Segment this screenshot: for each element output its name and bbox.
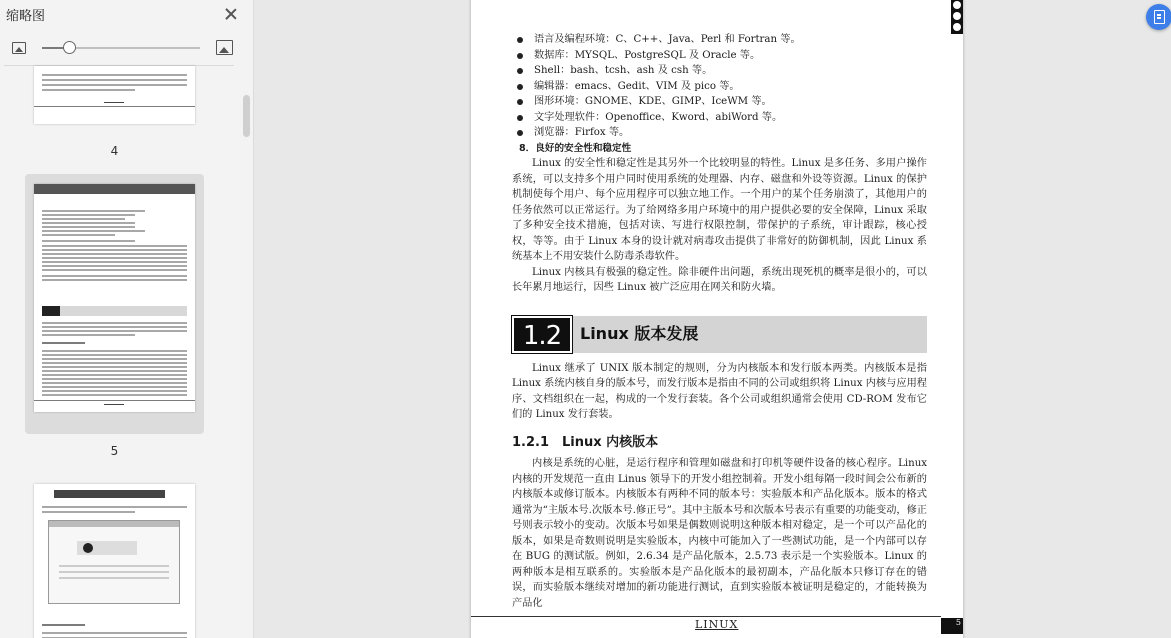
list-item: 文字处理软件：Openoffice、Kword、abiWord 等。 (512, 110, 927, 126)
thumbnail-size-slider[interactable] (42, 47, 200, 49)
subsection-title: 1.2.1 Linux 内核版本 (512, 434, 659, 450)
list-item: 编辑器：emacs、Gedit、VIM 及 pico 等。 (512, 79, 927, 95)
list-item: 数据库：MYSQL、PostgreSQL 及 Oracle 等。 (512, 48, 927, 64)
close-icon[interactable] (223, 6, 239, 22)
thumbnail-page-6[interactable] (25, 474, 204, 638)
slider-handle[interactable] (63, 41, 76, 54)
list-item: 语言及编程环境：C、C++、Java、Perl 和 Fortran 等。 (512, 32, 927, 48)
subheading: 8．良好的安全性和稳定性 (519, 142, 632, 154)
list-item: 浏览器：Firfox 等。 (512, 125, 927, 141)
footer-rule (471, 616, 941, 617)
page-content (512, 32, 927, 611)
chapter-edge-tab (951, 0, 963, 34)
paragraph: Linux 内核具有极强的稳定性。除非硬件出问题，系统出现死机的概率是很小的，可以长年累月地运行，因些 Linux 被广泛应用在网关和防火墙。 (512, 266, 927, 293)
section-heading (512, 316, 927, 353)
thumbnail-page-number: 5 (110, 444, 119, 458)
document-viewer (255, 0, 1171, 638)
thumbnail-page-5[interactable] (25, 174, 204, 434)
paragraph: Linux 的安全性和稳定性是其另外一个比较明显的特性。Linux 是多任务、多用户操作系统，可以支持多个用户同时使用系统的处理器、内存、磁盘和外设等资源。Linux 的保护机制使每个用户、每个应用程序可以独立地工作。一个用户的某个任务崩溃了，其他用户的任务依然可以正常运行。为了给网络多用户环境中的用户提供必要的安全保障，Linux 采取了多种安全技术措施，包括对读、写进行权限控制，带保护的子系统，审计跟踪，核心授权，等等。由于 Linux 本身的设计就对病毒攻击提供了非常好的防御机制，因此 Linux 系统基本上不用安装什么防毒杀毒软件。 (512, 158, 927, 262)
thumbnail-page-number: 4 (110, 144, 119, 158)
thumbnail-sidebar (0, 0, 254, 638)
thumbnail-image (34, 484, 195, 638)
sidebar-scrollbar[interactable] (243, 95, 250, 137)
document-tool-button[interactable] (1146, 4, 1171, 30)
section-title: Linux 版本发展 (580, 324, 699, 344)
paragraph: Linux 继承了 UNIX 版本制定的规则，分为内核版本和发行版本两类。内核版本是指 Linux 系统内核自身的版本号，而发行版本是指由不同的公司或组织将 Linux 内核与应用程序、文档组织在一起，构成的一个发行套装。各个公司或组织通常会使用 CD-ROM 发布它们的 Linux 发行套装。 (512, 362, 927, 420)
sidebar-title: 缩略图 (6, 8, 46, 24)
thumbnail-page-4[interactable] (25, 66, 204, 134)
page-footer: LINUX (695, 618, 739, 631)
section-number: 1.2 (512, 316, 572, 353)
page-number: 5 (941, 618, 963, 634)
list-item: Shell：bash、tcsh、ash 及 csh 等。 (512, 63, 927, 79)
thumbnail-image (34, 184, 195, 412)
paragraph: 内核是系统的心脏，是运行程序和管理如磁盘和打印机等硬件设备的核心程序。Linux 内核的开发规范一直由 Linus 领导下的开发小组控制着。开发小组每隔一段时间会公布新的内核版本或修订版本。内核版本有两种不同的版本号：实验版本和产品化版本。版本的格式通常为“主版本号.次版本号.修正号”。其中主版本号和次版本号表示有重要的功能变动，修正号则表示较小的变动。次版本号如果是偶数则说明这种版本相对稳定，是一个可以产品化的版本，如果是奇数则说明是实验版本，内核中可能加入了一些测试功能，是一个内部可以存在 BUG 的测试版。例如，2.6.34 是产品化版本，2.5.73 表示是一个实验版本。Linux 的两种版本是相互联系的。实验版本是产品化版本的最初副本，产品化版本只修订存在的错误，而实验版本继续对增加的新功能进行测试，直到实验版本被证明是稳定的，才能转换为产品化 (512, 458, 927, 609)
zoom-in-image-icon[interactable] (216, 40, 233, 55)
document-page (471, 0, 963, 638)
thumbnail-zoom-control (0, 28, 253, 68)
sidebar-header (0, 0, 253, 28)
thumbnail-image (34, 66, 195, 124)
zoom-out-image-icon[interactable] (12, 42, 26, 54)
list-item: 图形环境：GNOME、KDE、GIMP、IceWM 等。 (512, 94, 927, 110)
